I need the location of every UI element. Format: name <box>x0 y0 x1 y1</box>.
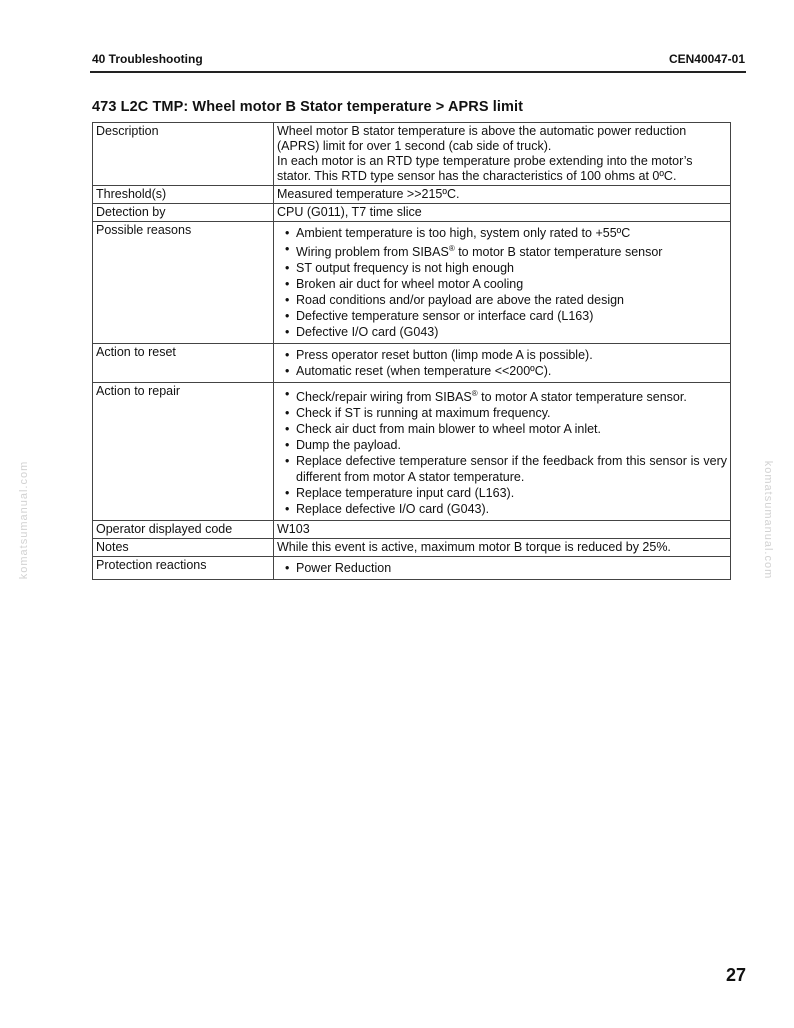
table-row-threshold <box>93 186 731 204</box>
registered-mark: ® <box>471 389 478 399</box>
row-label-threshold: Threshold(s) <box>93 186 274 204</box>
table-row-notes <box>93 539 731 557</box>
section-header: 40 Troubleshooting <box>92 52 203 66</box>
table-row-action-repair <box>93 383 731 521</box>
table-row-detection <box>93 204 731 222</box>
row-label-detection: Detection by <box>93 204 274 222</box>
table-row-protection <box>93 557 731 580</box>
list-item: • Replace temperature input card (L163). <box>277 485 727 501</box>
row-label-possible-reasons: Possible reasons <box>93 222 274 344</box>
watermark-left: komatsumanual.com <box>18 460 30 580</box>
watermark-right: komatsumanual.com <box>762 460 774 580</box>
list-item: • Check if ST is running at maximum frequency. <box>277 405 727 421</box>
table-row-action-reset <box>93 344 731 383</box>
list-item: • Dump the payload. <box>277 437 727 453</box>
list-item: • Power Reduction <box>277 560 727 576</box>
page-title: 473 L2C TMP: Wheel motor B Stator temperature > APRS limit <box>92 99 524 115</box>
table-row-operator-code <box>93 521 731 539</box>
row-value-notes: While this event is active, maximum motor B torque is reduced by 25%. <box>274 539 731 557</box>
row-label-notes: Notes <box>93 539 274 557</box>
list-item: • Check air duct from main blower to wheel motor A inlet. <box>277 421 727 437</box>
row-value-detection: CPU (G011), T7 time slice <box>274 204 731 222</box>
table-row-possible-reasons <box>93 222 731 344</box>
header-divider <box>90 71 746 73</box>
list-item-text: to motor B stator temperature sensor <box>454 245 663 260</box>
list-item: • Road conditions and/or payload are above the rated design <box>277 292 727 308</box>
row-label-description: Description <box>93 123 274 186</box>
row-label-action-repair: Action to repair <box>93 383 274 521</box>
list-item: • Ambient temperature is too high, system only rated to +55ºC <box>277 225 727 241</box>
description-line-1: Wheel motor B stator temperature is above the automatic power reduction (APRS) limit for over 1 second (cab side of truck). <box>277 124 687 153</box>
row-value-description <box>274 123 731 186</box>
possible-reasons-list <box>277 223 727 342</box>
action-reset-list <box>277 345 727 381</box>
table-row-description <box>93 123 731 186</box>
list-item <box>277 241 727 260</box>
list-item: • Defective temperature sensor or interface card (L163) <box>277 308 727 324</box>
list-item: • Replace defective temperature sensor if the feedback from this sensor is very different from motor A stator temperature. <box>277 453 727 485</box>
list-item-text: to motor A stator temperature sensor. <box>477 390 687 405</box>
action-repair-list <box>277 384 727 519</box>
row-value-threshold: Measured temperature >>215ºC. <box>274 186 731 204</box>
page-number: 27 <box>725 965 746 985</box>
list-item: • Automatic reset (when temperature <<200ºC). <box>277 363 727 379</box>
list-item: • Replace defective I/O card (G043). <box>277 501 727 517</box>
registered-mark: ® <box>448 244 455 253</box>
list-item: • Broken air duct for wheel motor A cooling <box>277 276 727 292</box>
row-label-operator-code: Operator displayed code <box>93 521 274 539</box>
row-label-action-reset: Action to reset <box>93 344 274 383</box>
list-item: • Defective I/O card (G043) <box>277 324 727 340</box>
description-line-2: In each motor is an RTD type temperature probe extending into the motor’s stator. This RTD type sensor has the characteristics of 100 ohms at 0ºC. <box>277 154 693 183</box>
protection-list <box>277 558 727 578</box>
row-value-operator-code: W103 <box>274 521 731 539</box>
list-item <box>277 386 727 405</box>
list-item-text: Wiring problem from SIBAS <box>296 245 449 260</box>
row-label-protection: Protection reactions <box>93 557 274 580</box>
list-item-text: Check/repair wiring from SIBAS <box>296 390 472 405</box>
list-item: • Press operator reset button (limp mode A is possible). <box>277 347 727 363</box>
list-item: • ST output frequency is not high enough <box>277 260 727 276</box>
document-code: CEN40047-01 <box>668 52 745 66</box>
troubleshooting-table <box>92 122 731 580</box>
